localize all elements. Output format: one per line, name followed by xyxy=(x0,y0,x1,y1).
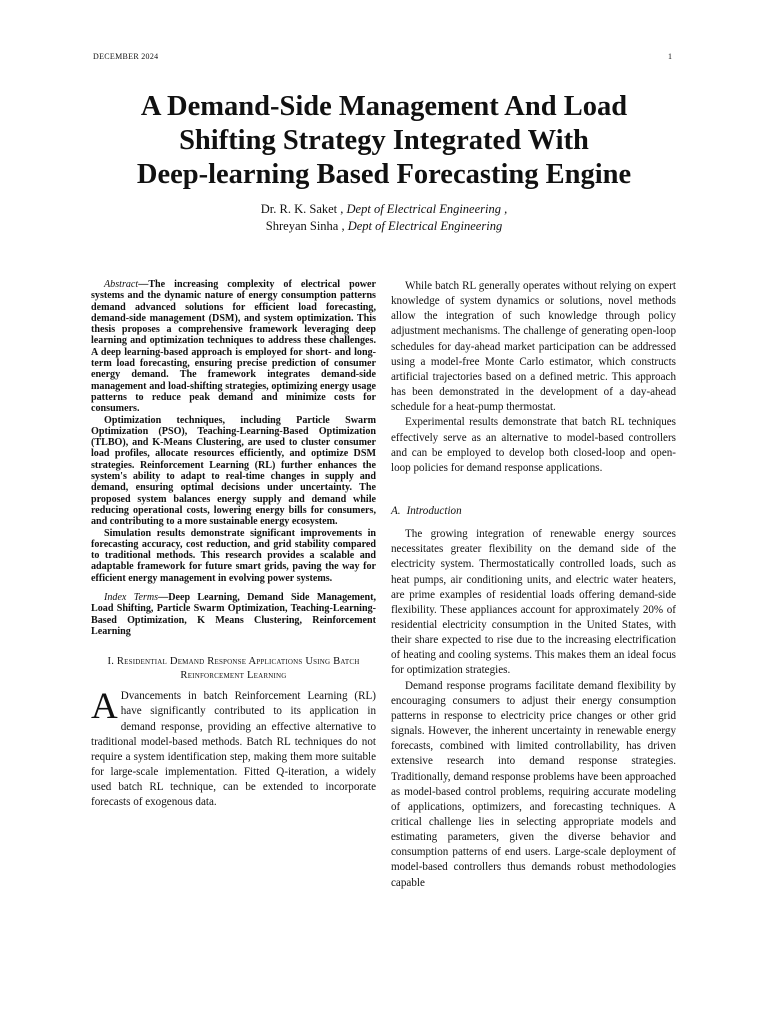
left-column xyxy=(91,279,376,810)
body-paragraph: While batch RL generally operates without relying on expert knowledge of system dynamics or solutions, novel methods allow the integration of such knowledge through policy adjustment mechanisms. The challenge of generating open-loop schedules for day-ahead market participation can be addressed using a model-free Monte Carlo estimator, which constructs artificial trajectories based on a defined metric. This approach has been demonstrated in the development of a day-ahead schedule for a heat-pump thermostat. xyxy=(391,280,676,414)
abstract xyxy=(91,279,376,584)
index-terms-text: —Deep Learning, Demand Side Management, Load Shifting, Particle Swarm Optimization, Teaching-Learning-Based Optimization, K Means Clustering, Reinforcement Learning xyxy=(91,592,376,637)
author-affiliation: Dept of Electrical Engineering , xyxy=(346,202,508,216)
body-paragraph: Experimental results demonstrate that batch RL techniques effectively serve as an alternative to model-based controllers and can be employed to develop both closed-loop and open-loop policies for demand response applications. xyxy=(391,416,676,474)
section-heading xyxy=(91,655,376,683)
author-block xyxy=(80,201,688,234)
subsection-heading xyxy=(391,504,676,518)
section-title: Residential Demand Response Applications Using Batch Reinforcement Learning xyxy=(116,656,360,682)
drop-cap: A xyxy=(91,686,118,728)
abstract-paragraph: Simulation results demonstrate significant improvements in forecasting accuracy, cost reduction, and grid stability compared to traditional methods. This research provides a scalable and adaptable framework for future smart grids, paving the way for efficient energy management in evolving power systems. xyxy=(91,527,376,584)
author-affiliation: Dept of Electrical Engineering xyxy=(347,218,503,233)
abstract-paragraph xyxy=(91,279,376,415)
subsection-title: Introduction xyxy=(406,505,462,518)
paragraph-text: Dvancements in batch Reinforcement Learning (RL) have significantly contributed to its application in demand response, providing an effective alternative to traditional model-based methods. Batch RL techniques do not require a system identification step, making them more suitable for large-scale implementation. Fitted Q-iteration, a widely used batch RL technique, can be extended to incorporate forecasts of exogenous data. xyxy=(91,690,376,809)
paper-title xyxy=(80,90,688,192)
author-name: Shreyan Sinha , xyxy=(265,218,345,233)
subsection-body xyxy=(391,527,676,891)
title-line: Shifting Strategy Integrated With xyxy=(179,125,589,156)
index-terms-label: Index Terms xyxy=(104,592,159,604)
subsection-number: A. xyxy=(391,505,401,518)
abstract-text: —The increasing complexity of electrical power systems and the dynamic nature of energy consumption patterns demand advanced solutions for efficient load forecasting, demand-side management (DSM), and system optimization. This thesis proposes a comprehensive framework leveraging deep learning and optimization techniques to address these challenges. A deep learning-based approach is employed for short- and long-term load forecasting, ensuring precise prediction of consumer energy demand. The framework integrates demand-side management and load-shifting strategies, optimizing energy usage patterns to reduce peak demand and minimize costs for consumers. xyxy=(91,279,376,415)
abstract-label: Abstract xyxy=(104,279,139,290)
index-terms xyxy=(91,592,376,637)
author-line xyxy=(80,218,688,235)
section-body xyxy=(91,686,376,810)
title-line: Deep-learning Based Forecasting Engine xyxy=(136,159,632,190)
author-line xyxy=(80,201,688,218)
body-paragraph: Demand response programs facilitate demand flexibility by encouraging consumers to adjust their energy consumption patterns in response to electricity price changes or other grid signals. However, the inherent uncertainty in renewable energy forecasts, combined with limited controllability, has driven extensive research into demand response strategies. Traditionally, demand response problems have been approached as model-based control problems, requiring accurate modeling of applications, optimizers, and forecasting techniques. A critical challenge lies in selecting appropriate models and estimating parameters, given the diverse behavior and consumption patterns of end users. Large-scale deployment of model-based controllers thus demands robust methodologies capable xyxy=(391,679,676,889)
body-paragraph: The growing integration of renewable energy sources necessitates greater flexibility on the demand side of the electricity system. Thermostatically controlled loads, such as heat pumps, air conditioning units, and electric water heaters, are prime examples of residential loads offering demand-side flexibility. These appliances account for approximately 20% of residential electricity consumption in the United States, with their share expected to rise due to the increasing electrification of heating and cooling systems. This makes them an ideal focus for optimization strategies. xyxy=(391,528,676,677)
abstract-paragraph: Optimization techniques, including Particle Swarm Optimization (PSO), Teaching-Learning-Based Optimization (TLBO), and K-Means Clustering, are used to cluster consumer load profiles, allocate resources efficiently, and optimize DSM strategies. Reinforcement Learning (RL) further enhances the system's ability to adapt to real-time changes in supply and demand, ensuring optimal decisions under uncertainty. The proposed system balances energy supply and demand while reducing operational costs, lowering energy bills for consumers, and contributing to a more sustainable energy ecosystem. xyxy=(91,414,376,528)
title-line: A Demand-Side Management And Load xyxy=(140,91,628,122)
author-name: Dr. R. K. Saket , xyxy=(260,202,344,216)
section-body xyxy=(391,279,676,476)
page-number: 1 xyxy=(668,52,672,61)
right-column xyxy=(391,279,676,891)
section-number: I. xyxy=(107,656,115,668)
body-paragraph xyxy=(91,686,376,810)
running-header-date: DECEMBER 2024 xyxy=(93,52,159,61)
